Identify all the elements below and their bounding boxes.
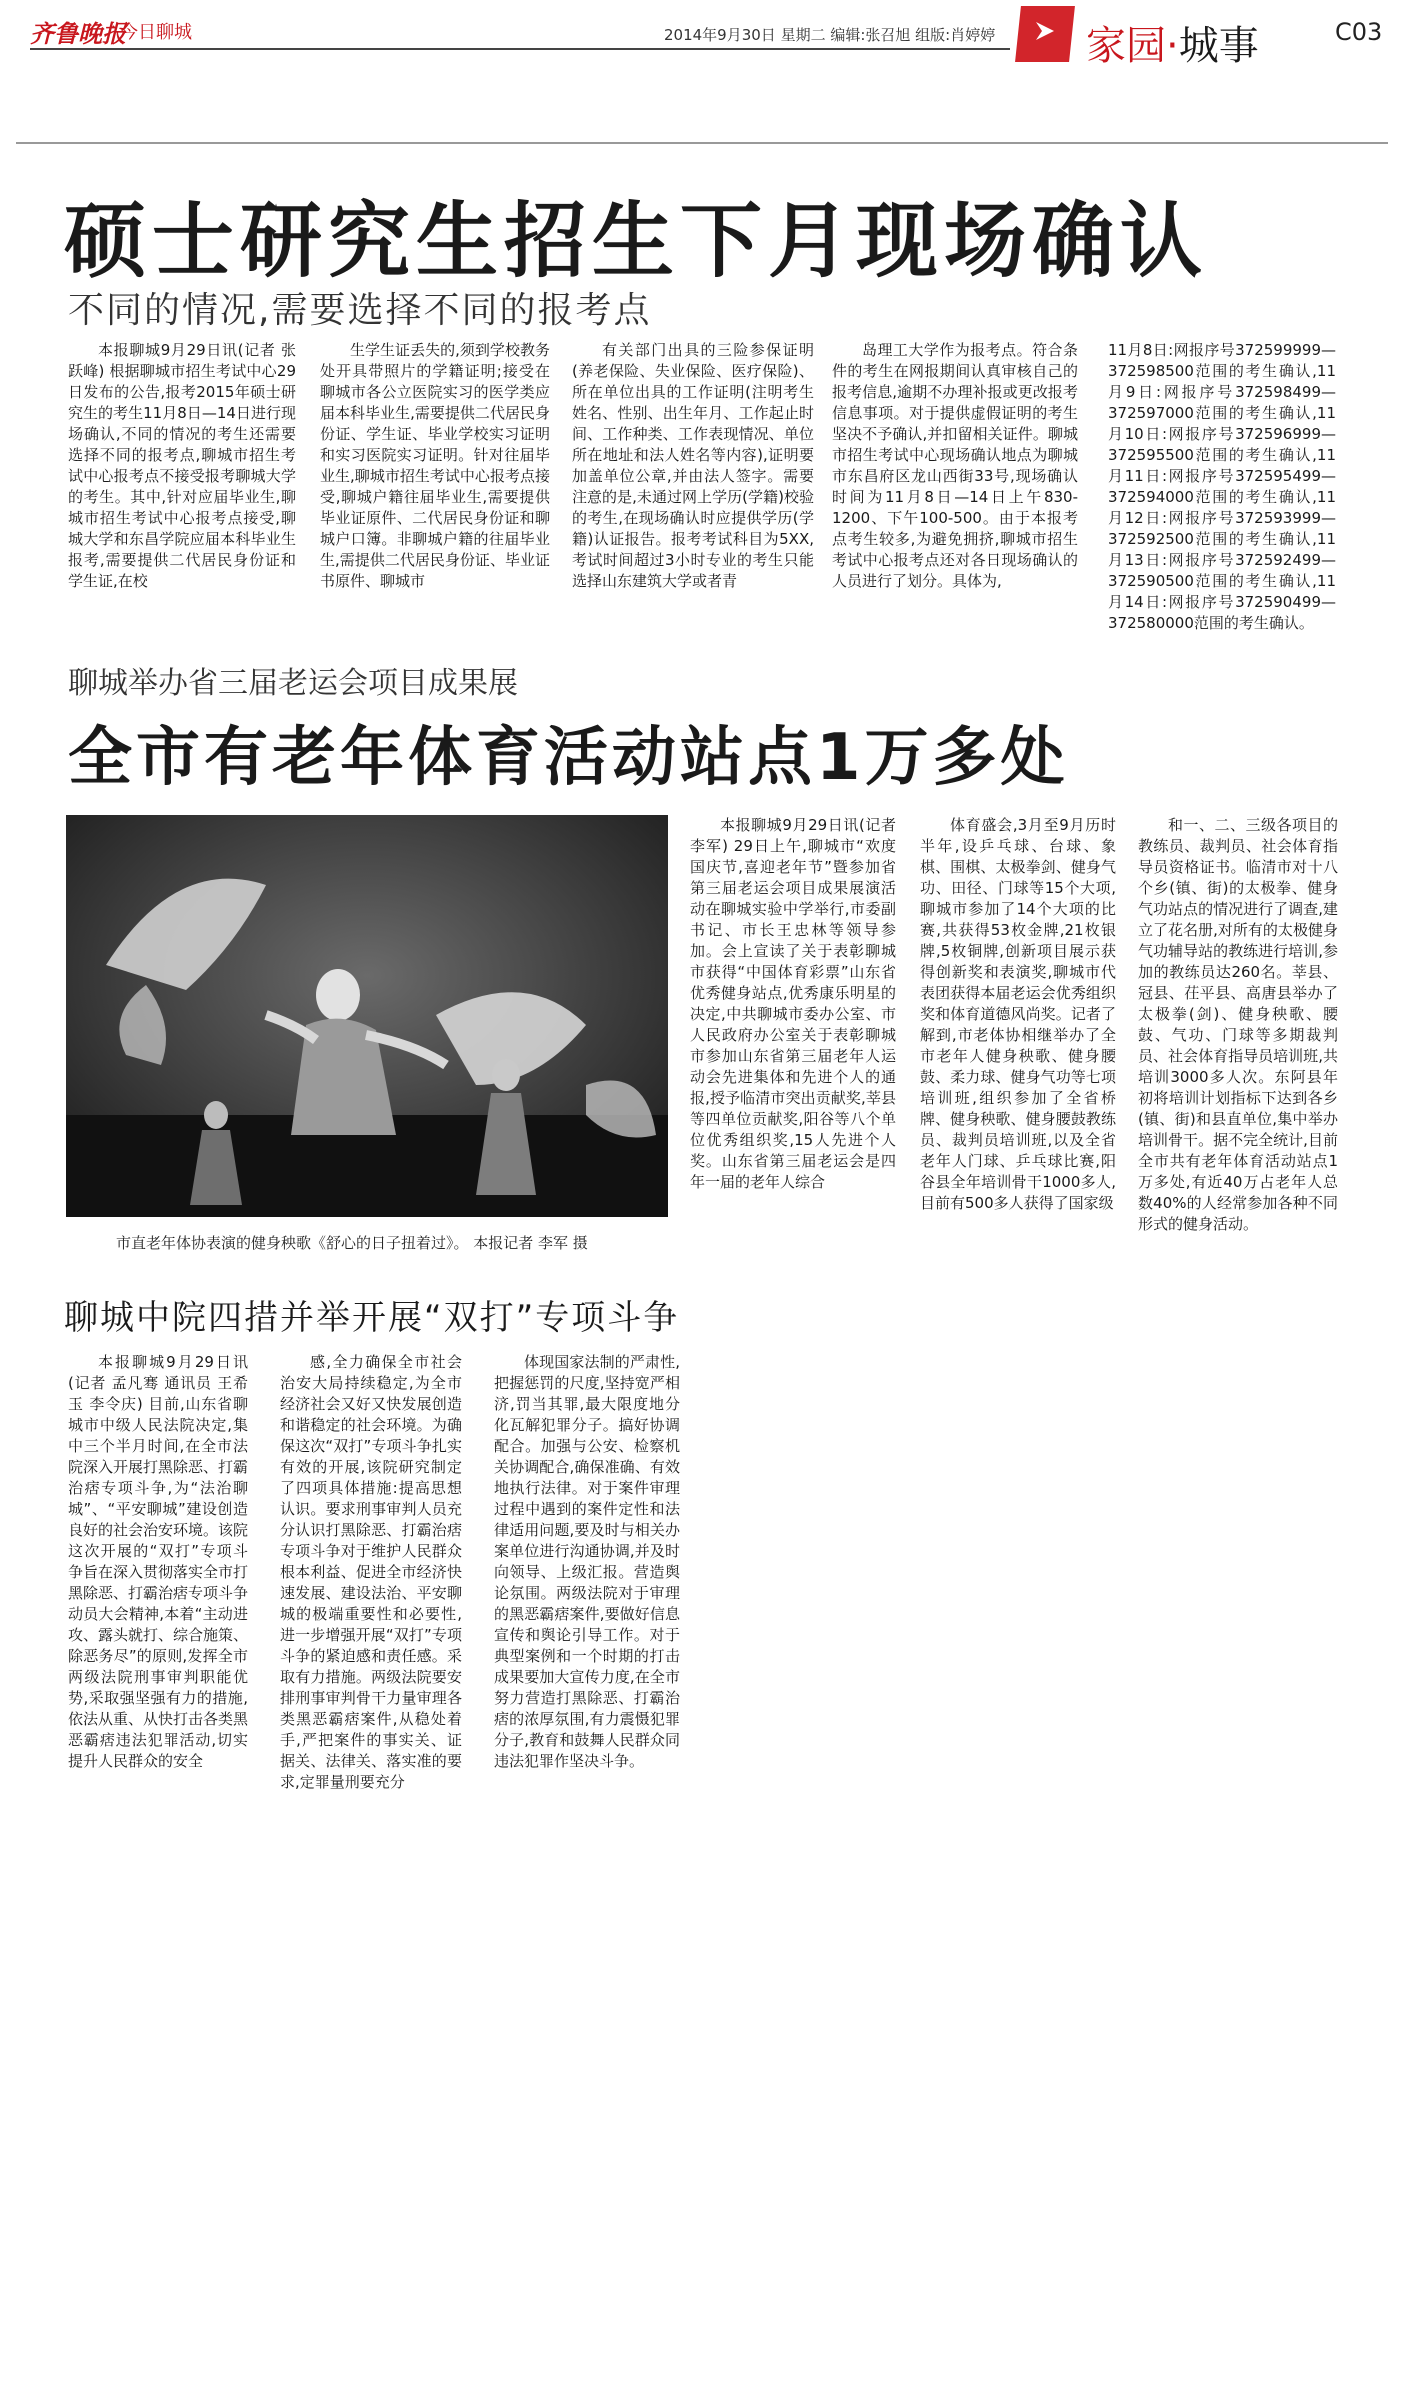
article1-col2-text: 生学生证丢失的,须到学校教务处开具带照片的学籍证明;接受在聊城市各公立医院实习的医学类应届本科毕业生,需要提供二代居民身份证、学生证、毕业学校实习证明和实习医院实习证明。针对往届毕业生,聊城市招生考试中心报考点接受,聊城户籍往届毕业生,需要提供毕业证原件、二代居民身份证和聊城户口簿。非聊城户籍的往届毕业生,需提供二代居民身份证、毕业证书原件、聊城市: [320, 341, 550, 590]
section-dot: ·: [1166, 23, 1179, 69]
article3-col2-text: 感,全力确保全市社会治安大局持续稳定,为全市经济社会又好又快发展创造和谐稳定的社会环境。为确保这次“双打”专项斗争扎实有效的开展,该院研究制定了四项具体措施:提高思想认识。要求刑事审判人员充分认识打黑除恶、打霸治痞专项斗争对于维护人民群众根本利益、促进全市经济快速发展、建设法治、平安聊城的极端重要性和必要性,进一步增强开展“双打”专项斗争的紧迫感和责任感。采取有力措施。两级法院要安排刑事审判骨干力量审理各类黑恶霸痞案件,从稳处着手,严把案件的事实关、证据关、法律关、落实准的要求,定罪量刑要充分: [280, 1353, 462, 1791]
section-title: [1086, 14, 1259, 71]
page-number: C03: [1335, 18, 1383, 46]
article2-column: [1138, 815, 1338, 1235]
article1-subtitle: 不同的情况,需要选择不同的报考点: [68, 290, 652, 331]
article3-col1-text: 本报聊城9月29日讯(记者 孟凡骞 通讯员 王希玉 李令庆) 目前,山东省聊城市中级人民法院决定,集中三个半月时间,在全市法院深入开展打黑除恶、打霸治痞专项斗争,为“法治聊城”、“平安聊城”建设创造良好的社会治安环境。该院这次开展的“双打”专项斗争旨在深入贯彻落实全市打黑除恶、打霸治痞专项斗争动员大会精神,本着“主动进攻、露头就打、综合施策、除恶务尽”的原则,发挥全市两级法院刑事审判职能优势,采取强坚强有力的措施,依法从重、从快打击各类黑恶霸痞违法犯罪活动,切实提升人民群众的安全: [68, 1353, 249, 1770]
article1-column: [832, 340, 1078, 592]
masthead: 齐鲁晚报: [30, 19, 126, 48]
article1-col4-text: 岛理工大学作为报考点。符合条件的考生在网报期间认真审核自己的报考信息,逾期不办理补报或更改报考信息事项。对于提供虚假证明的考生坚决不予确认,并扣留相关证件。聊城市招生考试中心现场确认地点为聊城市东昌府区龙山西街33号,现场确认时间为11月8日—14日上午830-1200、下午100-500。由于本报考点考生较多,为避免拥挤,聊城市招生考试中心报考点还对各日现场确认的人员进行了划分。具体为,: [832, 341, 1078, 590]
article2-col2-text: 体育盛会,3月至9月历时半年,设乒乓球、台球、象棋、围棋、太极拳剑、健身气功、田径、门球等15个大项,聊城市参加了14个大项的比赛,共获得53枚金牌,21枚银牌,5枚铜牌,创新项目展示获得创新奖和表演奖,聊城市代表团获得本届老运会优秀组织奖和体育道德风尚奖。记者了解到,市老体协相继举办了全市老年人健身秧歌、健身腰鼓、柔力球、健身气功等七项培训班,组织参加了全省桥牌、健身秧歌、健身腰鼓教练员、裁判员培训班,以及全省老年人门球、乒乓球比赛,阳谷县全年培训骨干1000多人,目前有500多人获得了国家级: [920, 816, 1116, 1212]
article2-title: 全市有老年体育活动站点1万多处: [68, 721, 1069, 795]
article2-col3-text: 和一、二、三级各项目的教练员、裁判员、社会体育指导员资格证书。临清市对十八个乡(镇、街)的太极拳、健身气功站点的情况进行了调查,建立了花名册,对所有的太极健身气功辅导站的教练进行培训,参加的教练员达260名。莘县、冠县、茌平县、高唐县举办了太极拳(剑)、健身秧歌、腰鼓、气功、门球等多期裁判员、社会体育指导员培训班,共培训3000多人次。东阿县年初将培训计划指标下达到各乡(镇、街)和县直单位,集中举办培训骨干。据不完全统计,目前全市共有老年体育活动站点1万多处,有近40万占老年人总数40%的人经常参加各种不同形式的健身活动。: [1138, 816, 1338, 1233]
article3-column: [68, 1352, 248, 1772]
dance-photo: [66, 815, 668, 1217]
article1-column: [320, 340, 550, 592]
article1-title: 硕士研究生招生下月现场确认: [64, 194, 1209, 289]
article3-column: [280, 1352, 462, 1793]
section-sub: 城事: [1178, 23, 1259, 69]
masthead-sub: 今日聊城: [120, 22, 192, 43]
header-rule: [30, 48, 1010, 50]
article2-column: [690, 815, 896, 1193]
article1-column: [1108, 340, 1336, 634]
section-main: 家园: [1086, 23, 1166, 69]
article1-column: [572, 340, 814, 592]
logo-arrow-icon: [1032, 18, 1058, 44]
article3-col3-text: 体现国家法制的严肃性,把握惩罚的尺度,坚持宽严相济,罚当其罪,最大限度地分化瓦解犯罪分子。搞好协调配合。加强与公安、检察机关协调配合,确保准确、有效地执行法律。对于案件审理过程中遇到的案件定性和法律适用问题,要及时与相关办案单位进行沟通协调,并及时向领导、上级汇报。营造舆论氛围。两级法院对于审理的黑恶霸痞案件,要做好信息宣传和舆论引导工作。对于典型案例和一个时期的打击成果要加大宣传力度,在全市努力营造打黑除恶、打霸治痞的浓厚氛围,有力震慑犯罪分子,教育和鼓舞人民群众同违法犯罪作坚决斗争。: [494, 1353, 680, 1770]
article2-kicker: 聊城举办省三届老运会项目成果展: [68, 666, 518, 701]
article2-col1-text: 本报聊城9月29日讯(记者 李军) 29日上午,聊城市“欢度国庆节,喜迎老年节”暨参加省第三届老运会项目成果展演活动在聊城实验中学举行,市委副书记、市长王忠林等领导参加。会上宣读了关于表彰聊城市获得“中国体育彩票”山东省优秀健身站点,优秀康乐明星的决定,中共聊城市委办公室、市人民政府办公室关于表彰聊城市参加山东省第三届老年人运动会先进集体和先进个人的通报,授予临清市突出贡献奖,莘县等四单位贡献奖,阳谷等八个单位优秀组织奖,15人先进个人奖。山东省第三届老运会是四年一届的老年人综合: [690, 816, 896, 1191]
article3-column: [494, 1352, 680, 1772]
article1-col3-text: 有关部门出具的三险参保证明(养老保险、失业保险、医疗保险)、所在单位出具的工作证明(注明考生姓名、性别、出生年月、工作起止时间、工作种类、工作表现情况、单位所在地址和法人姓名等内容),证明要加盖单位公章,并由法人签字。需要注意的是,未通过网上学历(学籍)校验的考生,在现场确认时应提供学历(学籍)认证报告。报考考试科目为5XX,考试时间超过3小时专业的考生只能选择山东建筑大学或者青: [572, 341, 814, 590]
article1-column: [68, 340, 296, 592]
article2-column: [920, 815, 1116, 1214]
article3-title: 聊城中院四措并举开展“双打”专项斗争: [64, 1298, 680, 1338]
top-rule: [16, 142, 1388, 144]
article1-col1-text: 本报聊城9月29日讯(记者 张跃峰) 根据聊城市招生考试中心29日发布的公告,报考2015年硕士研究生的考生11月8日—14日进行现场确认,不同的情况的考生还需要选择不同的报考点,聊城市招生考试中心报考点不接受报考聊城大学的考生。其中,针对应届毕业生,聊城市招生考试中心报考点接受,聊城大学和东昌学院应届本科毕业生报考,需要提供二代居民身份证和学生证,在校: [68, 341, 296, 590]
photo-illustration: [66, 815, 668, 1217]
article1-col5-text: 11月8日:网报序号372599999—372598500范围的考生确认,11月9日:网报序号372598499—372597000范围的考生确认,11月10日:网报序号372596999—372595500范围的考生确认,11月11日:网报序号372595499—372594000范围的考生确认,11月12日:网报序号372593999—372592500范围的考生确认,11月13日:网报序号372592499—372590500范围的考生确认,11月14日:网报序号372590499—372580000范围的考生确认。: [1108, 341, 1336, 632]
photo-caption: 市直老年体协表演的健身秧歌《舒心的日子扭着过》。 本报记者 李军 摄: [116, 1234, 588, 1252]
date-line: 2014年9月30日 星期二 编辑:张召旭 组版:肖婷婷: [664, 26, 996, 44]
